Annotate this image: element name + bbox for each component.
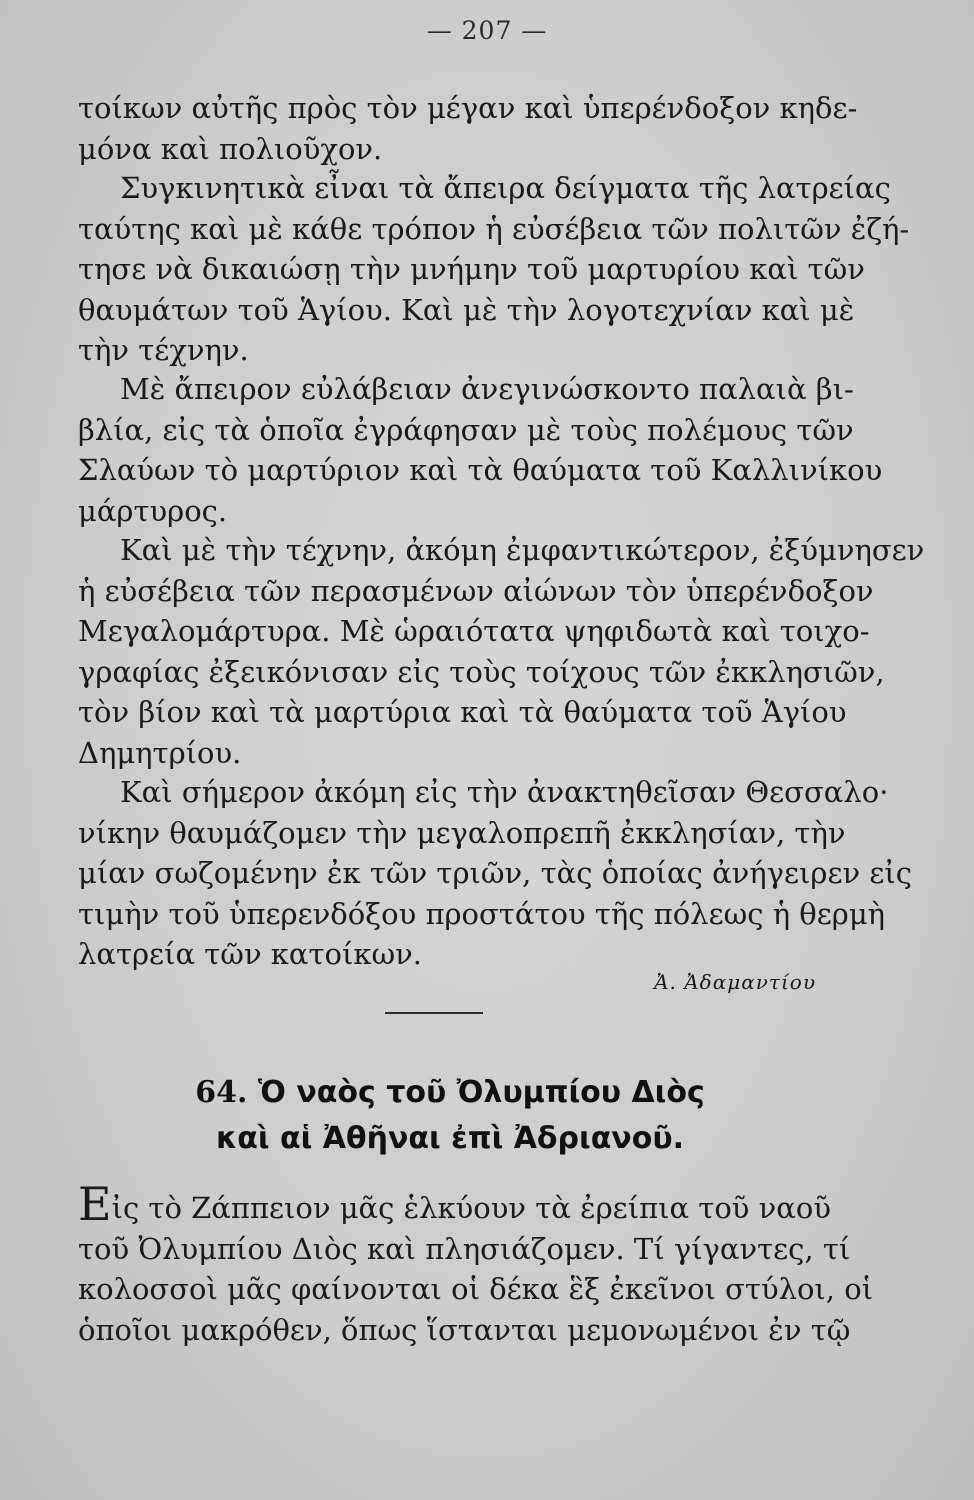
text-line: ταύτης καὶ μὲ κάθε τρόπον ἡ εὐσέβεια τῶν πολιτῶν ἐζή-	[78, 211, 910, 246]
text-line: νίκην θαυμάζομεν τὴν μεγαλοπρεπῆ ἐκκλησίαν, τὴν	[78, 815, 846, 850]
text-line: μόνα καὶ πολιοῦχον.	[78, 131, 383, 166]
text-line: ὁποῖοι μακρόθεν, ὅπως ἵστανται μεμονωμένοι ἐν τῷ	[78, 1312, 851, 1347]
text-line: Μεγαλομάρτυρα. Μὲ ὡραιότατα ψηφιδωτὰ καὶ τοιχο-	[78, 614, 870, 648]
chapter-heading-line-1	[150, 1070, 750, 1116]
text-line: τιμὴν τοῦ ὑπερενδόξου προστάτου τῆς πόλεως ἡ θερμὴ	[78, 896, 886, 931]
chapter-number: 64.	[195, 1075, 248, 1110]
text-line: Καὶ σήμερον ἀκόμη εἰς τὴν ἀνακτηθεῖσαν Θεσσαλο·	[120, 775, 889, 809]
text-line: Συγκινητικὰ εἶναι τὰ ἄπειρα δείγματα τῆς λατρείας	[120, 171, 891, 205]
text-line: τοῦ Ὀλυμπίου Διὸς καὶ πλησιάζομεν. Τί γίγαντες, τί	[78, 1231, 851, 1266]
paragraph-2	[78, 168, 910, 371]
paragraph-1	[78, 88, 858, 169]
text-line: Μὲ ἄπειρον εὐλάβειαν ἀνεγινώσκοντο παλαιὰ βι-	[120, 372, 854, 406]
chapter-title-part-2: καὶ αἱ Ἀθῆναι ἐπὶ Ἀδριανοῦ.	[215, 1121, 685, 1156]
text-line: τησε νὰ δικαιώσῃ τὴν μνήμην τοῦ μαρτυρίου καὶ τῶν	[78, 252, 865, 286]
chapter-opening-paragraph	[78, 1177, 874, 1350]
text-line: Καὶ μὲ τὴν τέχνην, ἀκόμη ἐμφαντικώτερον, ἐξύμνησεν	[120, 533, 925, 567]
text-line: γραφίας ἐξεικόνισαν εἰς τοὺς τοίχους τῶν ἐκκλησιῶν,	[78, 654, 885, 689]
text-line: ἡ εὐσέβεια τῶν περασμένων αἰώνων τὸν ὑπερένδοξον	[78, 573, 874, 608]
text-line: λατρεία τῶν κατοίκων.	[78, 937, 422, 971]
chapter-title-part-1: Ὁ ναὸς τοῦ Ὀλυμπίου Διὸς	[257, 1075, 705, 1110]
first-line-rest: ἰς τὸ Ζάππειον μᾶς ἑλκύουν τὰ ἐρείπια τοῦ ναοῦ	[111, 1191, 831, 1225]
section-divider	[385, 1012, 483, 1014]
text-line	[78, 1177, 831, 1231]
text-line: βλία, εἰς τὰ ὁποῖα ἐγράφησαν μὲ τοὺς πολέμους τῶν	[78, 412, 854, 447]
text-line: Σλαύων τὸ μαρτύριον καὶ τὰ θαύματα τοῦ Καλλινίκου	[78, 453, 883, 487]
paragraph-5	[78, 772, 912, 975]
chapter-heading	[150, 1070, 750, 1162]
text-line: τοίκων αὐτῆς πρὸς τὸν μέγαν καὶ ὑπερένδοξον κηδε-	[78, 91, 858, 125]
text-line: μάρτυρος.	[78, 493, 228, 528]
text-line: τὸν βίον καὶ τὰ μαρτύρια καὶ τὰ θαύματα τοῦ Ἁγίου	[78, 695, 847, 729]
drop-cap-letter: Ε	[78, 1177, 112, 1231]
text-line: θαυμάτων τοῦ Ἁγίου. Καὶ μὲ τὴν λογοτεχνίαν καὶ μὲ	[78, 292, 855, 327]
text-line: Δημητρίου.	[78, 735, 242, 770]
paragraph-3	[78, 369, 883, 531]
author-signature: Ἀ. Ἀδαμαντίου	[654, 970, 816, 994]
page-number: — 207 —	[426, 16, 548, 45]
text-line: κολοσσοὶ μᾶς φαίνονται οἱ δέκα ἓξ ἐκεῖνοι στύλοι, οἱ	[78, 1272, 874, 1306]
text-line: τὴν τέχνην.	[78, 333, 249, 367]
text-line: μίαν σωζομένην ἐκ τῶν τριῶν, τὰς ὁποίας ἀνήγειρεν εἰς	[78, 856, 912, 890]
paragraph-4	[78, 530, 925, 773]
